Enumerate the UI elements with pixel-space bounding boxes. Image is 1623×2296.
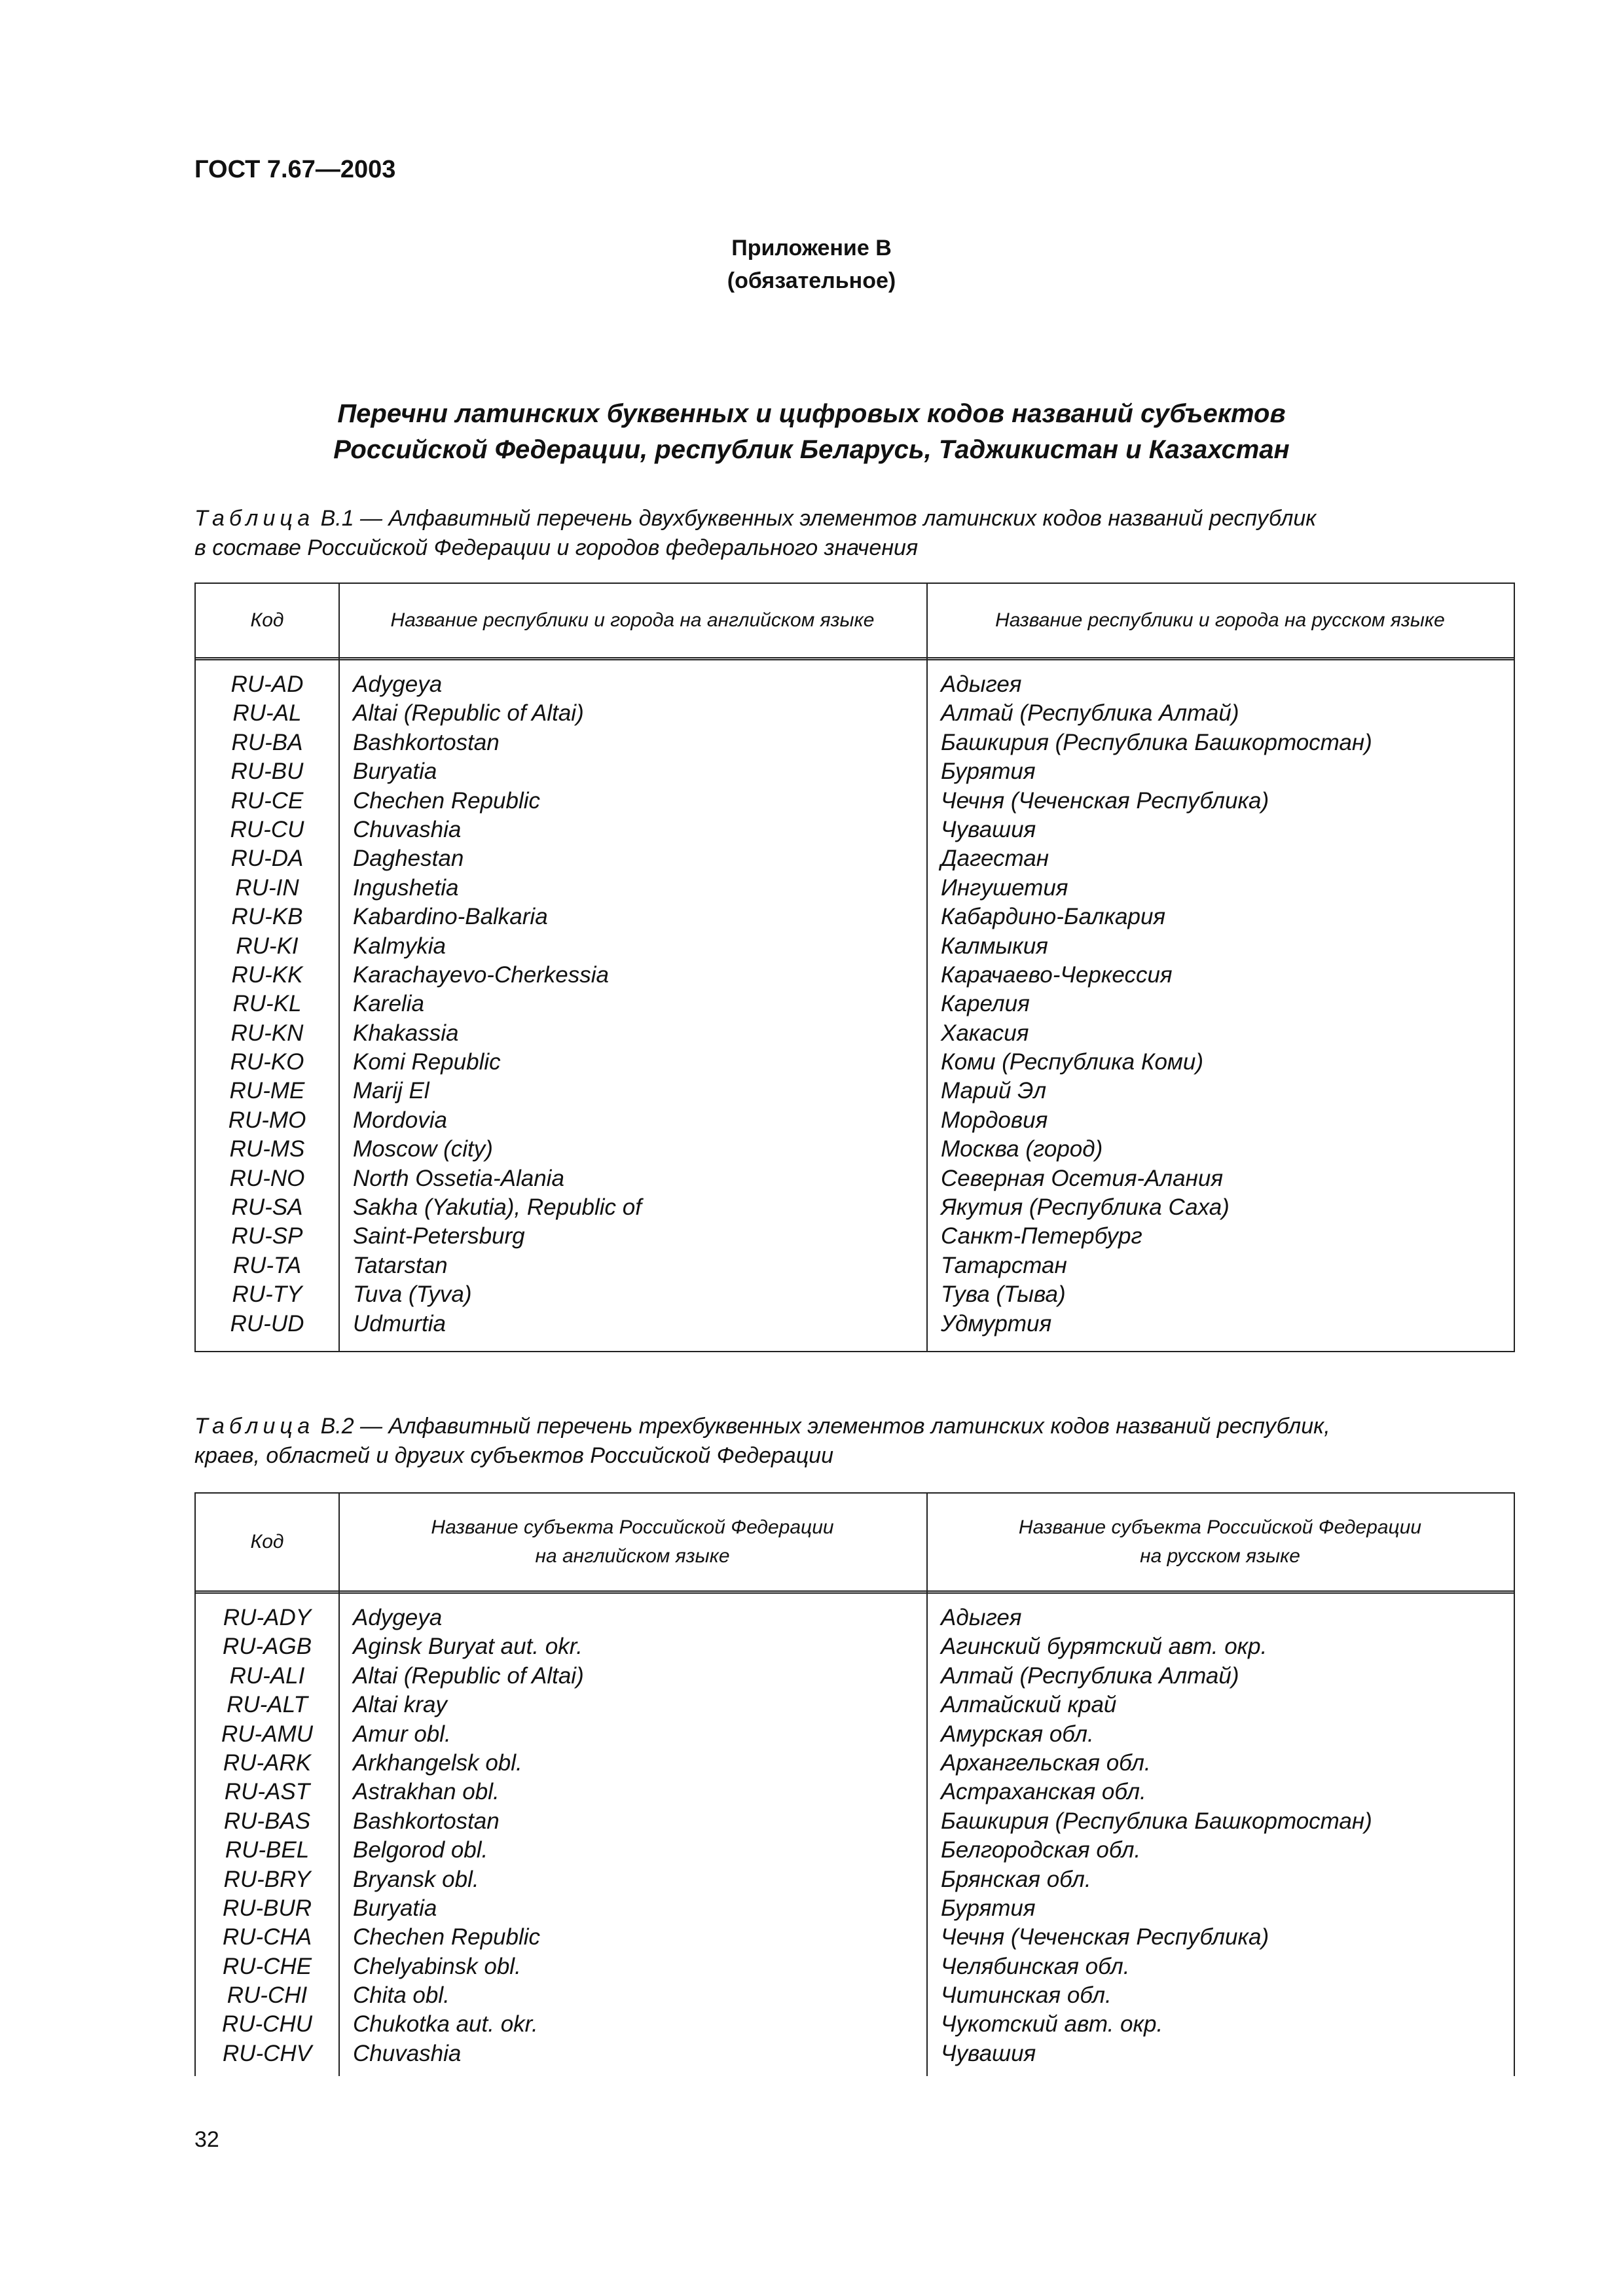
cell-english-name: Arkhangelsk obl. — [353, 1749, 522, 1776]
table2-header — [196, 1494, 1514, 1594]
cell-russian-name: Адыгея — [941, 672, 1022, 697]
table1-header — [196, 584, 1514, 660]
cell-russian-name: Амурская обл. — [941, 1721, 1094, 1747]
cell-code: RU-TY — [232, 1282, 302, 1308]
cell-english-name: Saint-Petersburg — [353, 1223, 525, 1249]
cell-english-name: Chelyabinsk obl. — [353, 1953, 521, 1979]
cell-english-name: Altai (Republic of Altai) — [353, 1662, 584, 1689]
table1-caption-line2: в составе Российской Федерации и городов федерального значения — [194, 535, 919, 560]
doc-code: ГОСТ 7.67—2003 — [194, 156, 396, 183]
table2-caption — [194, 1412, 1491, 1471]
table-row — [196, 1807, 1514, 1836]
cell-english-name: Karachayevo-Cherkessia — [353, 961, 610, 988]
cell-russian-name: Белгородская обл. — [941, 1837, 1141, 1863]
cell-code: RU-KB — [231, 904, 303, 930]
table1-header-russian: Название республики и города на русском языке — [995, 609, 1445, 631]
main-title-line2: Российской Федерации, республик Беларусь, Таджикистан и Казахстан — [333, 435, 1290, 464]
table2-body — [196, 1604, 1514, 2068]
table-row — [196, 1749, 1514, 1778]
cell-code: RU-DA — [230, 846, 304, 872]
cell-english-name: Altai kray — [353, 1692, 447, 1718]
cell-russian-name: Астраханская обл. — [941, 1779, 1146, 1805]
table-row — [196, 816, 1514, 844]
cell-russian-name: Якутия (Республика Саха) — [941, 1194, 1230, 1221]
cell-english-name: Chechen Republic — [353, 1924, 541, 1950]
table-row — [196, 1952, 1514, 1981]
cell-russian-name: Чувашия — [941, 816, 1036, 842]
table-row — [196, 1836, 1514, 1865]
cell-english-name: Udmurtia — [353, 1310, 446, 1336]
cell-code: RU-KL — [232, 991, 302, 1017]
cell-russian-name: Коми (Республика Коми) — [941, 1049, 1204, 1075]
table-row — [196, 1865, 1514, 1894]
cell-english-name: Bashkortostan — [353, 1808, 500, 1834]
cell-english-name: Chechen Republic — [353, 787, 541, 814]
table-row — [196, 1077, 1514, 1105]
table-row — [196, 1981, 1514, 2010]
cell-russian-name: Ингушетия — [941, 874, 1068, 901]
cell-english-name: Khakassia — [353, 1020, 459, 1046]
appendix-status: (обязательное) — [727, 268, 896, 293]
cell-code: RU-CHI — [227, 1982, 308, 2009]
cell-english-name: Komi Republic — [353, 1049, 501, 1075]
table-row — [196, 1778, 1514, 1806]
cell-english-name: Altai (Republic of Altai) — [353, 700, 584, 726]
cell-code: RU-TA — [232, 1252, 302, 1278]
cell-code: RU-UD — [230, 1310, 304, 1336]
table-row — [196, 787, 1514, 816]
appendix-title: Приложение В — [731, 236, 892, 260]
cell-russian-name: Марий Эл — [941, 1078, 1047, 1104]
cell-english-name: Chukotka aut. okr. — [353, 2011, 538, 2037]
cell-russian-name: Чувашия — [941, 2040, 1036, 2066]
cell-code: RU-BEL — [225, 1837, 310, 1863]
table2-header-english — [338, 1494, 926, 1590]
table1-caption-text: В.1 — Алфавитный перечень двухбуквенных элементов латинских кодов названий республик — [314, 506, 1317, 531]
cell-code: RU-KN — [230, 1020, 304, 1046]
table2-header-russian-line1: Название субъекта Российской Федерации — [1018, 1516, 1422, 1538]
cell-english-name: Kalmykia — [353, 933, 446, 959]
table-row — [196, 699, 1514, 728]
cell-english-name: Kabardino-Balkaria — [353, 904, 548, 930]
cell-code: RU-KO — [230, 1049, 304, 1075]
cell-english-name: Chita obl. — [353, 1982, 450, 2009]
cell-english-name: North Ossetia-Alania — [353, 1165, 564, 1191]
table-row — [196, 1662, 1514, 1691]
table-row — [196, 932, 1514, 961]
cell-russian-name: Калмыкия — [941, 933, 1048, 959]
cell-russian-name: Мордовия — [941, 1107, 1048, 1133]
table-row — [196, 1894, 1514, 1923]
cell-russian-name: Читинская обл. — [941, 1982, 1112, 2009]
table-row — [196, 1691, 1514, 1719]
table1-header-code: Код — [250, 609, 284, 631]
cell-english-name: Moscow (city) — [353, 1136, 493, 1162]
cell-russian-name: Адыгея — [941, 1605, 1022, 1630]
cell-code: RU-CHE — [222, 1953, 312, 1979]
table-row — [196, 961, 1514, 990]
cell-code: RU-ALI — [229, 1662, 305, 1689]
cell-english-name: Adygeya — [353, 672, 443, 697]
table-row — [196, 1193, 1514, 1222]
table2-header-english-line2: на английском языке — [535, 1545, 730, 1567]
cell-english-name: Aginsk Buryat aut. okr. — [353, 1634, 583, 1660]
cell-russian-name: Санкт-Петербург — [941, 1223, 1142, 1249]
cell-russian-name: Удмуртия — [941, 1310, 1052, 1336]
cell-english-name: Chuvashia — [353, 816, 462, 842]
cell-code: RU-CU — [230, 816, 304, 842]
cell-russian-name: Карелия — [941, 991, 1030, 1017]
cell-russian-name: Алтай (Республика Алтай) — [941, 700, 1239, 726]
table1-caption — [194, 504, 1491, 563]
cell-code: RU-AST — [224, 1779, 310, 1805]
table-row — [196, 1280, 1514, 1309]
table-row — [196, 1019, 1514, 1048]
cell-russian-name: Алтайский край — [941, 1692, 1117, 1718]
cell-english-name: Bashkortostan — [353, 729, 500, 755]
cell-code: RU-MO — [228, 1107, 306, 1133]
cell-russian-name: Северная Осетия-Алания — [941, 1165, 1224, 1191]
table-row — [196, 903, 1514, 931]
table2-caption-text: В.2 — Алфавитный перечень трехбуквенных элементов латинских кодов названий республик, — [314, 1414, 1330, 1439]
cell-english-name: Mordovia — [353, 1107, 447, 1133]
cell-russian-name: Татарстан — [941, 1252, 1067, 1278]
table-row — [196, 1222, 1514, 1251]
cell-english-name: Marij El — [353, 1078, 429, 1104]
cell-russian-name: Карачаево-Черкессия — [941, 961, 1173, 988]
cell-english-name: Astrakhan obl. — [353, 1779, 500, 1805]
cell-code: RU-IN — [235, 874, 299, 901]
table2-header-russian-line2: на русском языке — [1140, 1545, 1300, 1567]
cell-english-name: Amur obl. — [353, 1721, 451, 1747]
cell-russian-name: Челябинская обл. — [941, 1953, 1130, 1979]
cell-code: RU-BUR — [222, 1895, 312, 1921]
table2-caption-line2: краев, областей и других субъектов Российской Федерации — [194, 1443, 833, 1468]
table-row — [196, 670, 1514, 699]
cell-russian-name: Башкирия (Республика Башкортостан) — [941, 1808, 1372, 1834]
cell-english-name: Karelia — [353, 991, 424, 1017]
cell-code: RU-AGB — [222, 1634, 312, 1660]
table2-header-english-line1: Название субъекта Российской Федерации — [431, 1516, 834, 1538]
cell-code: RU-SP — [231, 1223, 303, 1249]
cell-russian-name: Архангельская обл. — [941, 1749, 1151, 1776]
table-row — [196, 1923, 1514, 1952]
cell-code: RU-CHA — [222, 1924, 312, 1950]
table-row — [196, 1164, 1514, 1193]
cell-english-name: Buryatia — [353, 1895, 437, 1921]
cell-code: RU-AL — [232, 700, 302, 726]
cell-russian-name: Дагестан — [941, 846, 1049, 872]
cell-code: RU-AD — [230, 672, 304, 697]
cell-code: RU-ARK — [223, 1749, 312, 1776]
cell-code: RU-CHV — [222, 2040, 312, 2066]
cell-code: RU-BAS — [223, 1808, 311, 1834]
table1-body — [196, 670, 1514, 1338]
cell-russian-name: Чечня (Чеченская Республика) — [941, 787, 1269, 814]
table-row — [196, 728, 1514, 757]
main-title-line1: Перечни латинских буквенных и цифровых кодов названий субъектов — [337, 399, 1286, 428]
table-row — [196, 874, 1514, 903]
table-row — [196, 1251, 1514, 1280]
table2 — [194, 1492, 1515, 2076]
table2-header-russian — [926, 1494, 1514, 1590]
cell-english-name: Ingushetia — [353, 874, 459, 901]
table-row — [196, 844, 1514, 873]
cell-russian-name: Алтай (Республика Алтай) — [941, 1662, 1239, 1689]
table2-header-code: Код — [250, 1531, 284, 1552]
table1-caption-label: Таблица — [194, 506, 315, 531]
cell-russian-name: Москва (город) — [941, 1136, 1103, 1162]
cell-code: RU-AMU — [221, 1721, 313, 1747]
cell-english-name: Adygeya — [353, 1605, 443, 1630]
cell-russian-name: Кабардино-Балкария — [941, 904, 1166, 930]
cell-code: RU-SA — [231, 1194, 303, 1221]
cell-english-name: Tuva (Tyva) — [353, 1282, 472, 1308]
cell-english-name: Bryansk obl. — [353, 1866, 479, 1892]
table-row — [196, 1720, 1514, 1749]
cell-code: RU-CHU — [221, 2011, 313, 2037]
cell-code: RU-ALT — [227, 1692, 308, 1718]
table1 — [194, 583, 1515, 1352]
cell-russian-name: Чечня (Чеченская Республика) — [941, 1924, 1269, 1950]
cell-english-name: Chuvashia — [353, 2040, 462, 2066]
table1-header-english: Название республики и города на английском языке — [390, 609, 875, 631]
table-row — [196, 1632, 1514, 1661]
cell-code: RU-MS — [229, 1136, 305, 1162]
cell-code: RU-CE — [230, 787, 304, 814]
table-row — [196, 1135, 1514, 1164]
cell-english-name: Buryatia — [353, 759, 437, 785]
table-row — [196, 1106, 1514, 1135]
table2-caption-label: Таблица — [194, 1414, 315, 1439]
cell-code: RU-KI — [236, 933, 299, 959]
cell-code: RU-BA — [231, 729, 303, 755]
cell-russian-name: Хакасия — [941, 1020, 1029, 1046]
cell-code: RU-KK — [231, 961, 303, 988]
table-row — [196, 1048, 1514, 1077]
table-row — [196, 757, 1514, 786]
table-row — [196, 990, 1514, 1018]
cell-code: RU-BRY — [223, 1866, 311, 1892]
cell-english-name: Belgorod obl. — [353, 1837, 488, 1863]
cell-code: RU-NO — [229, 1165, 305, 1191]
cell-english-name: Daghestan — [353, 846, 464, 872]
cell-russian-name: Тува (Тыва) — [941, 1282, 1066, 1308]
cell-english-name: Tatarstan — [353, 1252, 448, 1278]
cell-code: RU-ME — [229, 1078, 305, 1104]
cell-code: RU-ADY — [223, 1605, 312, 1630]
page-number: 32 — [194, 2127, 219, 2152]
cell-russian-name: Башкирия (Республика Башкортостан) — [941, 729, 1372, 755]
table-row — [196, 1310, 1514, 1338]
cell-english-name: Sakha (Yakutia), Republic of — [353, 1194, 642, 1221]
cell-russian-name: Бурятия — [941, 759, 1036, 785]
table-row — [196, 1604, 1514, 1632]
table-row — [196, 2039, 1514, 2068]
cell-russian-name: Чукотский авт. окр. — [941, 2011, 1163, 2037]
cell-russian-name: Брянская обл. — [941, 1866, 1091, 1892]
cell-russian-name: Бурятия — [941, 1895, 1036, 1921]
cell-code: RU-BU — [230, 759, 304, 785]
cell-russian-name: Агинский бурятский авт. окр. — [941, 1634, 1267, 1660]
table-row — [196, 2010, 1514, 2039]
